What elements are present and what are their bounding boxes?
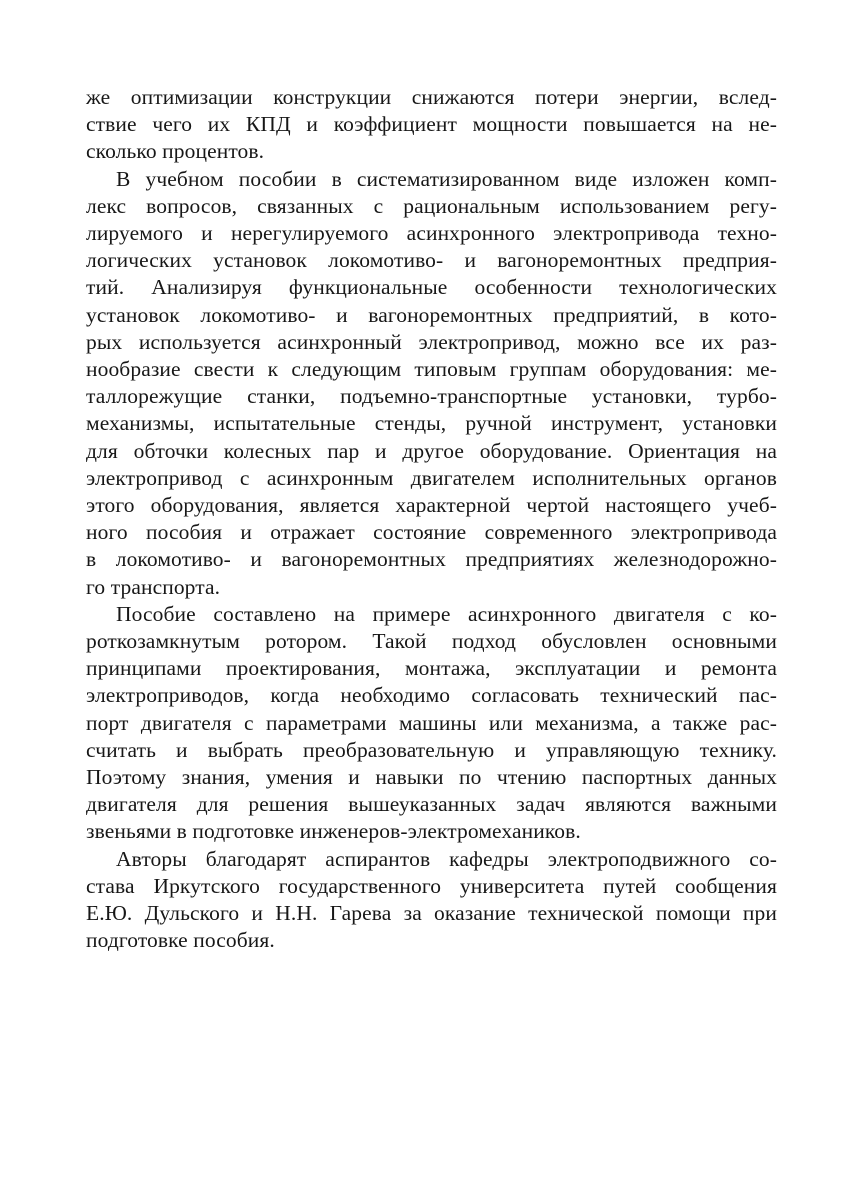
text-line: ного пособия и отражает состояние современного электропривода xyxy=(86,520,777,545)
text-line: Пособие составлено на примере асинхронного двигателя с ко- xyxy=(116,601,777,626)
text-line: принципами проектирования, монтажа, эксплуатации и ремонта xyxy=(86,656,777,681)
text-line: лируемого и нерегулируемого асинхронного электропривода техно- xyxy=(86,221,777,246)
text-line: Поэтому знания, умения и навыки по чтению паспортных данных xyxy=(86,765,777,790)
text-line: нообразие свести к следующим типовым группам оборудования: ме- xyxy=(86,357,777,382)
text-line: считать и выбрать преобразовательную и управляющую технику. xyxy=(86,737,777,762)
text-line: этого оборудования, является характерной чертой настоящего учеб- xyxy=(86,493,777,518)
text-line: го транспорта. xyxy=(86,574,221,599)
paragraph xyxy=(86,166,777,601)
text-line: роткозамкнутым ротором. Такой подход обусловлен основными xyxy=(86,629,777,654)
text-line: тий. Анализируя функциональные особенности технологических xyxy=(86,275,777,300)
paragraph xyxy=(86,846,777,955)
text-line: става Иркутского государственного университета путей сообщения xyxy=(86,873,777,898)
text-line: для обточки колесных пар и другое оборудование. Ориентация на xyxy=(86,438,777,463)
text-line: Авторы благодарят аспирантов кафедры электроподвижного со- xyxy=(116,846,777,871)
text-line: двигателя для решения вышеуказанных задач являются важными xyxy=(86,792,777,817)
text-line: ствие чего их КПД и коэффициент мощности повышается на не- xyxy=(86,112,777,137)
text-line: же оптимизации конструкции снижаются потери энергии, вслед- xyxy=(86,85,777,109)
text-line: установок локомотиво- и вагоноремонтных предприятий, в кото- xyxy=(86,302,777,327)
text-line: таллорежущие станки, подъемно-транспортные установки, турбо- xyxy=(86,384,777,409)
text-line: электропривод с асинхронным двигателем исполнительных органов xyxy=(86,465,777,490)
text-line: Е.Ю. Дульского и Н.Н. Гарева за оказание технической помощи при xyxy=(86,901,777,926)
paragraph xyxy=(86,84,777,166)
text-line: лекс вопросов, связанных с рациональным использованием регу- xyxy=(86,193,777,218)
text-line: сколько процентов. xyxy=(86,139,265,164)
paragraph xyxy=(86,601,777,846)
text-line: механизмы, испытательные стенды, ручной инструмент, установки xyxy=(86,411,777,436)
page-text-block xyxy=(86,84,777,955)
text-line: звеньями в подготовке инженеров-электромехаников. xyxy=(86,819,581,844)
text-line: подготовке пособия. xyxy=(86,928,275,953)
text-line: порт двигателя с параметрами машины или механизма, а также рас- xyxy=(86,710,777,735)
text-line: электроприводов, когда необходимо согласовать технический пас- xyxy=(86,683,777,708)
text-line: логических установок локомотиво- и вагоноремонтных предприя- xyxy=(86,248,777,273)
text-line: рых используется асинхронный электропривод, можно все их раз- xyxy=(86,329,777,354)
text-line: в локомотиво- и вагоноремонтных предприятиях железнодорожно- xyxy=(86,547,777,572)
text-line: В учебном пособии в систематизированном виде изложен комп- xyxy=(116,166,777,191)
